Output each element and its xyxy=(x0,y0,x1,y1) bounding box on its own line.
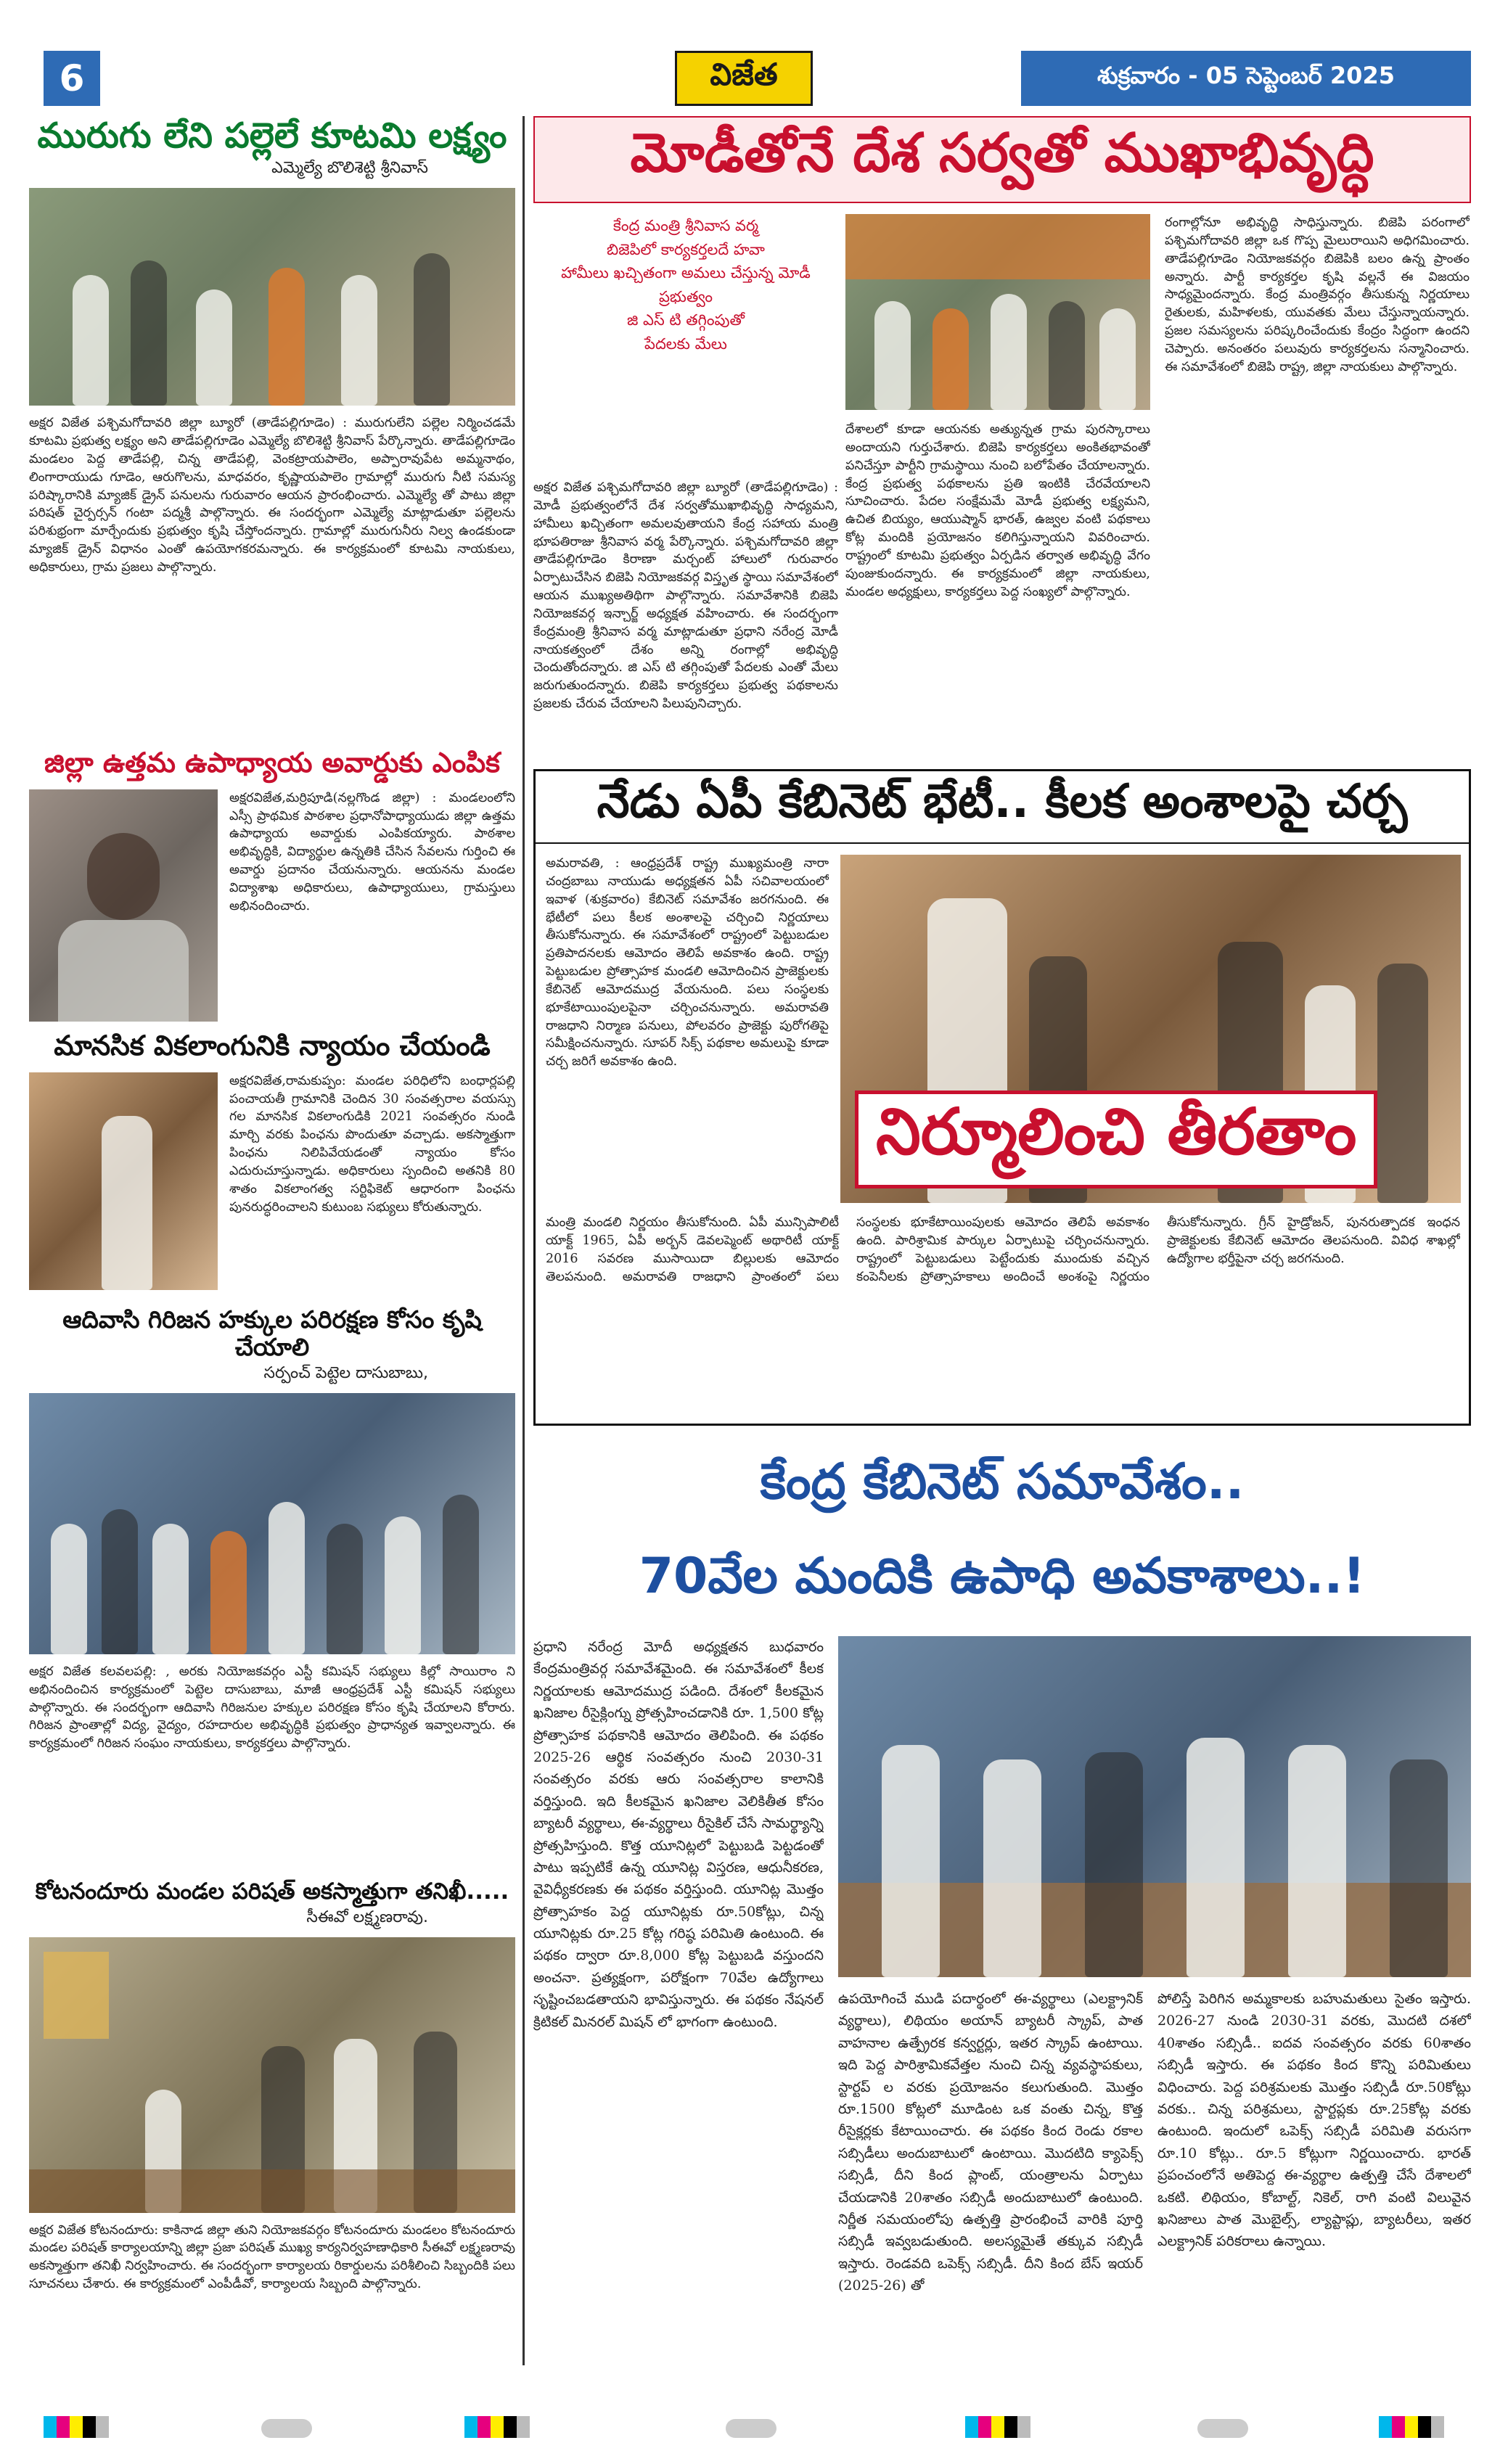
subhead-5: పేదలకు మేలు xyxy=(644,334,727,353)
story-body: అక్షరవిజేత,మర్రిపూడి(నల్లగొండ జిల్లా) : మండలంలోని ఎస్సీ ప్రాథమిక పాఠశాల ప్రధానోపాధ్యాయుడు జిల్లా ఉత్తమ ఉపాధ్యాయ అవార్డుకు ఎంపికయ్యారు. పాఠశాల అభివృద్ధికి, విద్యార్థుల ఉన్నతికి చేసిన సేవలను గుర్తించి ఈ అవార్డు ప్రదానం చేయనున్నారు. ఆయనను మండల విద్యాశాఖ అధికారులు, ఉపాధ్యాయులు, గ్రామస్తులు అభినందించారు. xyxy=(229,790,515,913)
modi-story-headline: మోడీతోనే దేశ సర్వతో ముఖాభివృద్ధి xyxy=(533,116,1471,203)
drainage-photo xyxy=(29,188,515,406)
subhead-4: జి ఎస్ టి తగ్గింపుతో xyxy=(627,311,745,329)
bjp-meeting-photo xyxy=(845,214,1150,410)
masthead-logo: విజేత xyxy=(675,51,813,106)
story-headline: జిల్లా ఉత్తమ ఉపాధ్యాయ అవార్డుకు ఎంపిక xyxy=(44,747,500,779)
story-disabled-justice xyxy=(29,1030,515,1290)
story-headline: ఆదివాసి గిరిజన హక్కుల పరిరక్షణ కోసం కృషి చేయాలి xyxy=(62,1305,482,1361)
cabinet-headline: నేడు ఏపీ కేబినెట్ భేటీ.. కీలక అంశాలపై చర్చ xyxy=(536,771,1469,844)
subhead-1: కేంద్ర మంత్రి శ్రీనివాస వర్మ xyxy=(612,217,759,234)
story-body: అక్షర విజేత కలవలపల్లి: , అరకు నియోజకవర్గం ఎస్టీ కమిషన్ సభ్యులు కిల్లో సాయిరాం ని అభినందించిన కార్యక్రమంలో పెట్టెల దాసుబాబు, మాజీ ఆంధ్రప్రదేశ్ ఎస్టీ కమిషన్ సభ్యులు పాల్గొన్నారు. ఈ సందర్భంగా ఆదివాసి గిరిజనుల హక్కుల పరిరక్షణ కోసం కృషి చేయాలని కోరారు. గిరిజన ప్రాంతాల్లో విద్య, వైద్యం, రహదారుల అభివృద్ధికి ప్రభుత్వం ప్రాధాన్యత ఇవ్వాలన్నారు. ఈ కార్యక్రమంలో గిరిజన సంఘం నాయకులు, కార్యకర్తలు పాల్గొన్నారు. xyxy=(29,1664,515,1752)
overlay-quote: నిర్మూలించి తీరతాం xyxy=(855,1091,1377,1188)
cabinet-ministers-photo xyxy=(838,1636,1471,1977)
modi-body-middle: దేశాలలో కూడా ఆయనకు అత్యున్నత గ్రామ పురస్కారాలు అందాయని గుర్తుచేశారు. బిజెపి కార్యకర్తలు అంకితభావంతో పనిచేస్తూ పార్టీని గ్రామస్థాయి నుంచి బలోపేతం చేయాలన్నారు. కేంద్ర ప్రభుత్వ పథకాలను ప్రతి ఇంటికి చేరవేయాలని సూచించారు. పేదల సంక్షేమమే మోడీ ప్రభుత్వ లక్ష్యమని, ఉచిత బియ్యం, ఆయుష్మాన్ భారత్, ఉజ్వల వంటి పథకాలు కోట్ల మందికి ప్రయోజనం కలిగిస్తున్నాయని వివరించారు. రాష్ట్రంలో కూటమి ప్రభుత్వం ఏర్పడిన తర్వాత అభివృద్ధి వేగం పుంజుకుందన్నారు. ఈ కార్యక్రమంలో జిల్లా నాయకులు, మండల అధ్యక్షులు, కార్యకర్తలు పెద్ద సంఖ్యలో పాల్గొన్నారు. xyxy=(845,422,1150,599)
story-kotanandur-inspection xyxy=(29,1879,515,2410)
subhead-2: బిజెపిలో కార్యకర్తలదే హవా xyxy=(607,240,765,258)
story-headline: మురుగు లేని పల్లెలే కూటమి లక్ష్యం xyxy=(37,115,507,156)
registration-marks-left xyxy=(44,2416,109,2438)
central-cabinet-headline-2: 70వేల మందికి ఉపాధి అవకాశాలు..! xyxy=(639,1547,1366,1605)
story-byline: ఎమ్మెల్యే బొలిశెట్టి శ్రీనివాస్ xyxy=(271,159,428,178)
page-header xyxy=(29,51,1471,106)
central-body-left: ప్రధాని నరేంద్ర మోదీ అధ్యక్షతన బుధవారం కేంద్రమంత్రివర్గ సమావేశమైంది. ఈ సమావేశంలో కీలక నిర్ణయాలకు ఆమోదముద్ర పడింది. దేశంలో కీలకమైన ఖనిజాల రీసైక్లింగ్ను ప్రోత్సహించడానికి రూ. 1,500 కోట్ల ప్రోత్సాహక పథకానికి ఆమోదం తెలిపింది. ఈ పథకం 2025-26 ఆర్థిక సంవత్సరం నుంచి 2030-31 సంవత్సరం వరకు ఆరు సంవత్సరాల కాలానికి వర్తిస్తుంది. ఇది కీలకమైన ఖనిజాల వెలికితీత కోసం బ్యాటరీ వ్యర్థాలు, ఈ-వ్యర్థాలు రీసైకిల్ చేసే సామర్థ్యాన్ని ప్రోత్సహిస్తుంది. కొత్త యూనిట్లలో పెట్టుబడి పెట్టడంతో పాటు ఇప్పటికే ఉన్న యూనిట్ల విస్తరణ, ఆధునీకరణ, వైవిధ్యీకరణకు ఈ పథకం వర్తిస్తుంది. యూనిట్ల మొత్తం ప్రోత్సాహకం పెద్ద యూనిట్లకు రూ.50కోట్లు, చిన్న యూనిట్లకు రూ.25 కోట్ల గరిష్ఠ పరిమితి ఉంటుంది. ఈ పథకం ద్వారా రూ.8,000 కోట్ల పెట్టుబడి వస్తుందని అంచనా. ప్రత్యక్షంగా, పరోక్షంగా 70వేల ఉద్యోగాలు సృష్టించబడతాయని భావిస్తున్నారు. ఈ పథకం నేషనల్ క్రిటికల్ మినరల్ మిషన్ లో భాగంగా ఉంటుంది. xyxy=(533,1639,824,2030)
tribal-meeting-photo xyxy=(29,1393,515,1654)
modi-subheads xyxy=(533,214,838,356)
cabinet-body-bottom: మంత్రి మండలి నిర్ణయం తీసుకోనుంది. ఏపీ మున్సిపాలిటీ యాక్ట్ 1965, ఏపీ అర్బన్ డెవలప్మెంట్ అథారిటీ యాక్ట్ 2016 సవరణ ముసాయిదా బిల్లులకు ఆమోదం తెలపనుంది. అమరావతి రాజధాని ప్రాంతంలో పలు సంస్థలకు భూకేటాయింపులకు ఆమోదం తెలిపే అవకాశం ఉంది. పారిశ్రామిక పార్కుల ఏర్పాటుపై చర్చించనున్నారు. రాష్ట్రంలో పెట్టుబడులు పెట్టేందుకు ముందుకు వచ్చిన కంపెనీలకు ప్రోత్సాహకాలు అందించే అంశంపై నిర్ణయం తీసుకోనున్నారు. గ్రీన్ హైడ్రోజన్, పునరుత్పాదక ఇంధన ప్రాజెక్టులకు కేబినెట్ ఆమోదం తెలపనుంది. వివిధ శాఖల్లో ఉద్యోగాల భర్తీపైనా చర్చ జరగనుంది. xyxy=(546,1215,1460,1284)
modi-body-right: రంగాల్లోనూ అభివృద్ధి సాధిస్తున్నారు. బిజెపి పరంగాలో పశ్చిమగోదావరి జిల్లా ఒక గొప్ప మైలురాయిని అధిగమించారు. తాడేపల్లిగూడెం నియోజకవర్గం బిజెపికి బలం ఉన్న ప్రాంతం అన్నారు. పార్టీ కార్యకర్తల కృషి వల్లనే ఈ విజయం సాధ్యమైందన్నారు. కేంద్ర మంత్రివర్గం తీసుకున్న నిర్ణయాలు రైతులకు, మహిళలకు, యువతకు మేలు చేస్తున్నాయన్నారు. ప్రజల సమస్యలను పరిష్కరించేందుకు కేంద్రం సిద్ధంగా ఉందని చెప్పారు. అనంతరం పలువురు కార్యకర్తలను సన్మానించారు. ఈ సమావేశంలో బిజెపి రాష్ట్ర, జిల్లా నాయకులు పాల్గొన్నారు. xyxy=(1165,215,1470,374)
registration-oval xyxy=(261,2419,312,2438)
registration-marks-mid-right xyxy=(965,2416,1030,2438)
registration-oval xyxy=(726,2419,776,2438)
registration-oval xyxy=(1197,2419,1248,2438)
story-tribal-rights xyxy=(29,1306,515,1881)
story-body: అక్షర విజేత పశ్చిమగోదావరి జిల్లా బ్యూరో (తాడేపల్లిగూడెం) : మురుగులేని పల్లెల నిర్మించడమే కూటమి ప్రభుత్వ లక్ష్యం అని తాడేపల్లిగూడెం ఎమ్మెల్యే బొలిశెట్టి శ్రీనివాస్ పేర్కొన్నారు. తాడేపల్లిగూడెం మండలం పెద్ద తాడేపల్లి, చిన్న తాడేపల్లి, వెంకట్రాయపాలెం, అప్పారావుపేట అమ్మనాథం, లింగారాయుడు గూడెం, ఆరుగొలను, మాధవరం, కృష్ణాయపాలెం గ్రామాల్లో మురుగు నీటి సమస్య పరిష్కారానికి మ్యాజిక్ డ్రైన్ పనులను గురువారం ఆయన ప్రారంభించారు. ఎమ్మెల్యే తో పాటు జిల్లా పరిషత్ చైర్పర్సన్ గంటా పద్మశ్రీ పాల్గొన్నారు. ఈ సందర్భంగా ఎమ్మెల్యే మాట్లాడుతూ పల్లెలను పరిశుభ్రంగా మార్చేందుకు ప్రభుత్వం కృషి చేస్తోందన్నారు. గ్రామాల్లో మురుగునీరు నిల్వ ఉండకుండా మ్యాజిక్ డ్రైన్ విధానం ఎంతో ఉపయోగకరమన్నారు. ఈ కార్యక్రమంలో కూటమి నాయకులు, అధికారులు, గ్రామ ప్రజలు పాల్గొన్నారు. xyxy=(29,416,515,575)
central-body-right: పోలిస్తే పెరిగిన అమ్మకాలకు బహుమతులు సైతం ఇస్తారు. 2026-27 నుండి 2030-31 వరకు, మొదటి దశలో 40శాతం సబ్సిడీ.. ఐదవ సంవత్సరం వరకు 60శాతం సబ్సిడీ ఇస్తారు. ఈ పథకం కింద కొన్ని పరిమితులు విధించారు. పెద్ద పరిశ్రమలకు మొత్తం సబ్సిడీ రూ.50కోట్లు వరకు.. చిన్న పరిశ్రమలు, స్టార్టప్లకు రూ.25కోట్ల వరకు ఉంటుంది. ఇందులో ఒపెక్స్ సబ్సిడీ పరిమితి వరుసగా రూ.10 కోట్లు.. రూ.5 కోట్లుగా నిర్ణయించారు. భారత్ ప్రపంచంలోనే అతిపెద్ద ఈ-వ్యర్థాల ఉత్పత్తి చేసే దేశాలలో ఒకటి. లిథియం, కోబాల్ట్, నికెల్, రాగి వంటి విలువైన ఖనిజాలు పాత మొబైల్స్, ల్యాప్టాప్లు, బ్యాటరీలు, ఇతర ఎలక్ట్రానిక్ పరికరాలు ఉన్నాయి. xyxy=(1157,1991,1471,2250)
story-teacher-award xyxy=(29,747,515,1022)
page-number: 6 xyxy=(44,51,100,106)
story-body: అక్షర విజేత కోటనందూరు: కాకినాడ జిల్లా తుని నియోజకవర్గం కోటనందూరు మండలం కోటనందూరు మండల పరిషత్ కార్యాలయాన్ని జిల్లా ప్రజా పరిషత్ ముఖ్య కార్యనిర్వహణాధికారి సీఈవో లక్ష్మణరావు అకస్మాత్తుగా తనిఖీ నిర్వహించారు. ఈ సందర్భంగా కార్యాలయ రికార్డులను పరిశీలించి సిబ్బందికి పలు సూచనలు చేశారు. ఈ కార్యక్రమంలో ఎంపీడీవో, కార్యాలయ సిబ్బంది పాల్గొన్నారు. xyxy=(29,2222,515,2292)
central-cabinet-headline-1: కేంద్ర కేబినెట్ సమావేశం.. xyxy=(760,1453,1245,1511)
registration-marks-mid-left xyxy=(464,2416,530,2438)
teacher-portrait xyxy=(29,789,218,1022)
dateline: శుక్రవారం - 05 సెప్టెంబర్ 2025 xyxy=(1021,51,1471,106)
left-column xyxy=(29,116,515,2365)
inspection-photo xyxy=(29,1937,515,2213)
cabinet-body-top: అమరావతి, : ఆంధ్రప్రదేశ్ రాష్ట్ర ముఖ్యమంత్రి నారా చంద్రబాబు నాయుడు అధ్యక్షతన ఏపీ సచివాలయంలో ఇవాళ (శుక్రవారం) కేబినెట్ సమావేశం జరగనుంది. ఈ భేటీలో పలు కీలక అంశాలపై చర్చించి నిర్ణయాలు తీసుకోనున్నారు. ఈ సమావేశంలో రాష్ట్రంలో పెట్టుబడుల ప్రతిపాదనలకు ఆమోదం తెలిపే అవకాశం ఉంది. రాష్ట్ర పెట్టుబడుల ప్రోత్సాహక మండలి ఆమోదించిన ప్రాజెక్టులకు కేబినెట్ ఆమోదముద్ర వేయనుంది. పలు సంస్థలకు భూకేటాయింపులపైనా చర్చించనున్నారు. అమరావతి రాజధాని నిర్మాణ పనులు, పోలవరం ప్రాజెక్టు పురోగతిపై సమీక్షించనున్నారు. సూపర్ సిక్స్ పథకాల అమలుపై కూడా చర్చ జరిగే అవకాశం ఉంది. xyxy=(546,856,829,1069)
column-divider xyxy=(522,116,525,2365)
story-headline: కోటనందూరు మండల పరిషత్ అకస్మాత్తుగా తనిఖీ..... xyxy=(35,1878,509,1905)
story-byline: సర్పంచ్ పెట్టెల దాసుబాబు, xyxy=(263,1363,428,1382)
story-byline: సీఈవో లక్ష్మణరావు. xyxy=(306,1907,428,1926)
story-headline: మానసిక వికలాంగునికి న్యాయం చేయండి xyxy=(54,1030,491,1061)
modi-body-left: అక్షర విజేత పశ్చిమగోదావరి జిల్లా బ్యూరో (తాడేపల్లిగూడెం) : మోడీ ప్రభుత్వంలోనే దేశ సర్వతోముఖాభివృద్ధి సాధ్యమని, హామీలు ఖచ్చితంగా అమలవుతాయని కేంద్ర సహాయ మంత్రి భూపతిరాజు శ్రీనివాస వర్మ పేర్కొన్నారు. పశ్చిమగోదావరి జిల్లా తాడేపల్లిగూడెం కిరాణా మర్చంట్ హాలులో గురువారం ఏర్పాటుచేసిన బిజెపి నియోజకవర్గ విస్తృత స్థాయి సమావేశంలో ఆయన ముఖ్యఅతిథిగా పాల్గొన్నారు. సమావేశానికి బిజెపి నియోజకవర్గ ఇన్చార్జ్ అధ్యక్షత వహించారు. ఈ సందర్భంగా కేంద్రమంత్రి శ్రీనివాస వర్మ మాట్లాడుతూ ప్రధాని నరేంద్ర మోడీ నాయకత్వంలో దేశం అన్ని రంగాల్లో అభివృద్ధి చెందుతోందన్నారు. జి ఎస్ టి తగ్గింపుతో పేదలకు ఎంతో మేలు జరుగుతుందన్నారు. బిజెపి కార్యకర్తలు ప్రభుత్వ పథకాలను ప్రజలకు చేరువ చేయాలని పిలుపునిచ్చారు. xyxy=(533,480,838,712)
ap-cabinet-box xyxy=(533,769,1471,1426)
subhead-3: హామీలు ఖచ్చితంగా అమలు చేస్తున్న మోడీ ప్రభుత్వం xyxy=(561,264,811,305)
story-drainage xyxy=(29,116,515,761)
disabled-man-photo xyxy=(29,1072,218,1290)
story-body: అక్షరవిజేత,రామకుప్పం: మండల పరిధిలోని బంధార్లపల్లి పంచాయతీ గ్రామానికి చెందిన 30 సంవత్సరాల వయస్సు గల మానసిక వికలాంగుడికి 2021 సంవత్సరం నుండి మార్చి వరకు పింఛను పొందుతూ వచ్చాడు. అకస్మాత్తుగా పింఛను నిలిపివేయడంతో న్యాయం కోసం ఎదురుచూస్తున్నాడు. అధికారులు స్పందించి అతనికి 80 శాతం వికలాంగత్వ సర్టిఫికెట్ ఆధారంగా పింఛను పునరుద్ధరించాలని కుటుంబ సభ్యులు కోరుతున్నారు. xyxy=(229,1073,515,1215)
registration-marks-right xyxy=(1379,2416,1444,2438)
central-body-middle: ఉపయోగించే ముడి పదార్థంలో ఈ-వ్యర్థాలు (ఎలక్ట్రానిక్ వ్యర్థాలు), లిథియం అయాన్ బ్యాటరీ స్క్రాప్, పాత వాహనాల ఉత్ప్రేరక కన్వర్టర్లు, ఇతర స్క్రాప్ ఉంటాయి. ఇది పెద్ద పారిశ్రామికవేత్తల నుంచి చిన్న వ్యవస్థాపకులు, స్టార్టప్ ల వరకు ప్రయోజనం కలుగుతుంది. మొత్తం రూ.1500 కోట్లలో మూడింట ఒక వంతు చిన్న, కొత్త రీసైక్లర్లకు కేటాయించారు. ఈ పథకం కింద రెండు రకాల సబ్సిడీలు అందుబాటులో ఉంటాయి. మొదటిది క్యాపెక్స్ సబ్సిడీ, దీని కింద ప్లాంట్, యంత్రాలను ఏర్పాటు చేయడానికి 20శాతం సబ్సిడీ అందుబాటులో ఉంటుంది. నిర్ణీత సమయంలోపు ఉత్పత్తి ప్రారంభించే వారికి పూర్తి సబ్సిడీ ఇవ్వబడుతుంది. అలస్యమైతే తక్కువ సబ్సిడీ ఇస్తారు. రెండవది ఒపెక్స్ సబ్సిడీ. దీని కింద బేస్ ఇయర్ (2025-26) తో xyxy=(838,1991,1143,2294)
right-area xyxy=(533,116,1471,2365)
